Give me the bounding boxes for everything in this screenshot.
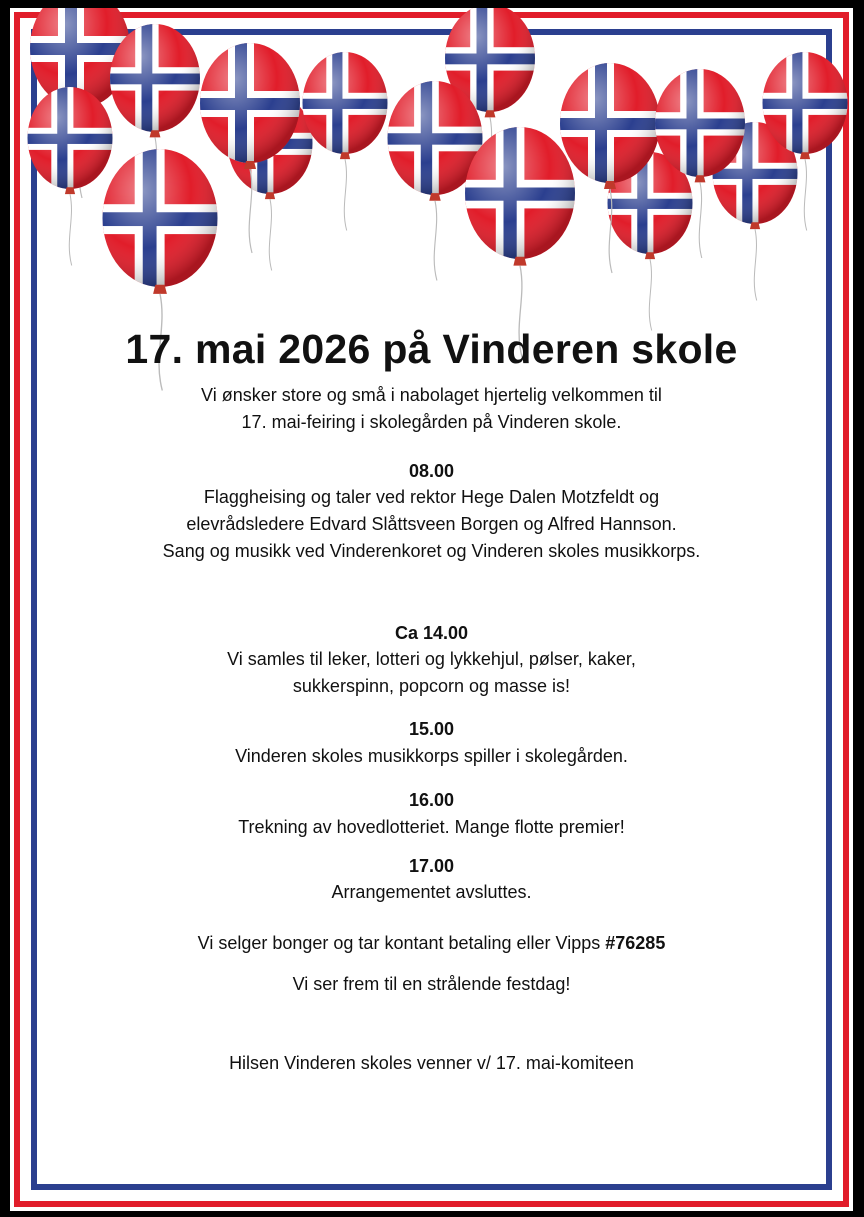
program-time: 08.00 bbox=[408, 461, 455, 481]
flyer-content bbox=[10, 8, 853, 1211]
program-time: 15.00 bbox=[408, 719, 455, 739]
program-time: 16.00 bbox=[408, 790, 455, 810]
program-line: Vi samles til leker, lotteri og lykkehjul, pølser, kaker, bbox=[227, 649, 636, 669]
payment-info bbox=[10, 930, 853, 957]
program-time: Ca 14.00 bbox=[394, 623, 469, 643]
program-line: Arrangementet avsluttes. bbox=[331, 882, 532, 902]
program-line: sukkerspinn, popcorn og masse is! bbox=[292, 676, 571, 696]
closing-text: Vi ser frem til en strålende festdag! bbox=[292, 974, 571, 994]
program-line: Flaggheising og taler ved rektor Hege Dalen Motzfeldt og bbox=[203, 487, 660, 507]
intro-line: 17. mai-feiring i skolegården på Vinderen skole. bbox=[241, 412, 622, 432]
program-line: Vinderen skoles musikkorps spiller i skolegården. bbox=[235, 746, 628, 766]
program-line: Trekning av hovedlotteriet. Mange flotte premier! bbox=[238, 817, 625, 837]
greeting-text: Hilsen Vinderen skoles venner v/ 17. mai-komiteen bbox=[229, 1053, 634, 1073]
intro-line: Vi ønsker store og små i nabolaget hjertelig velkommen til bbox=[201, 385, 662, 405]
program-time: 17.00 bbox=[408, 856, 455, 876]
page-title: 17. mai 2026 på Vinderen skole bbox=[125, 326, 738, 372]
program-line: elevrådsledere Edvard Slåttsveen Borgen og Alfred Hannson. bbox=[186, 514, 677, 534]
payment-text: Vi selger bonger og tar kontant betaling eller Vipps bbox=[197, 933, 606, 953]
vipps-number: #76285 bbox=[605, 933, 666, 953]
flyer-page bbox=[10, 8, 853, 1211]
program-line: Sang og musikk ved Vinderenkoret og Vinderen skoles musikkorps. bbox=[162, 541, 701, 561]
